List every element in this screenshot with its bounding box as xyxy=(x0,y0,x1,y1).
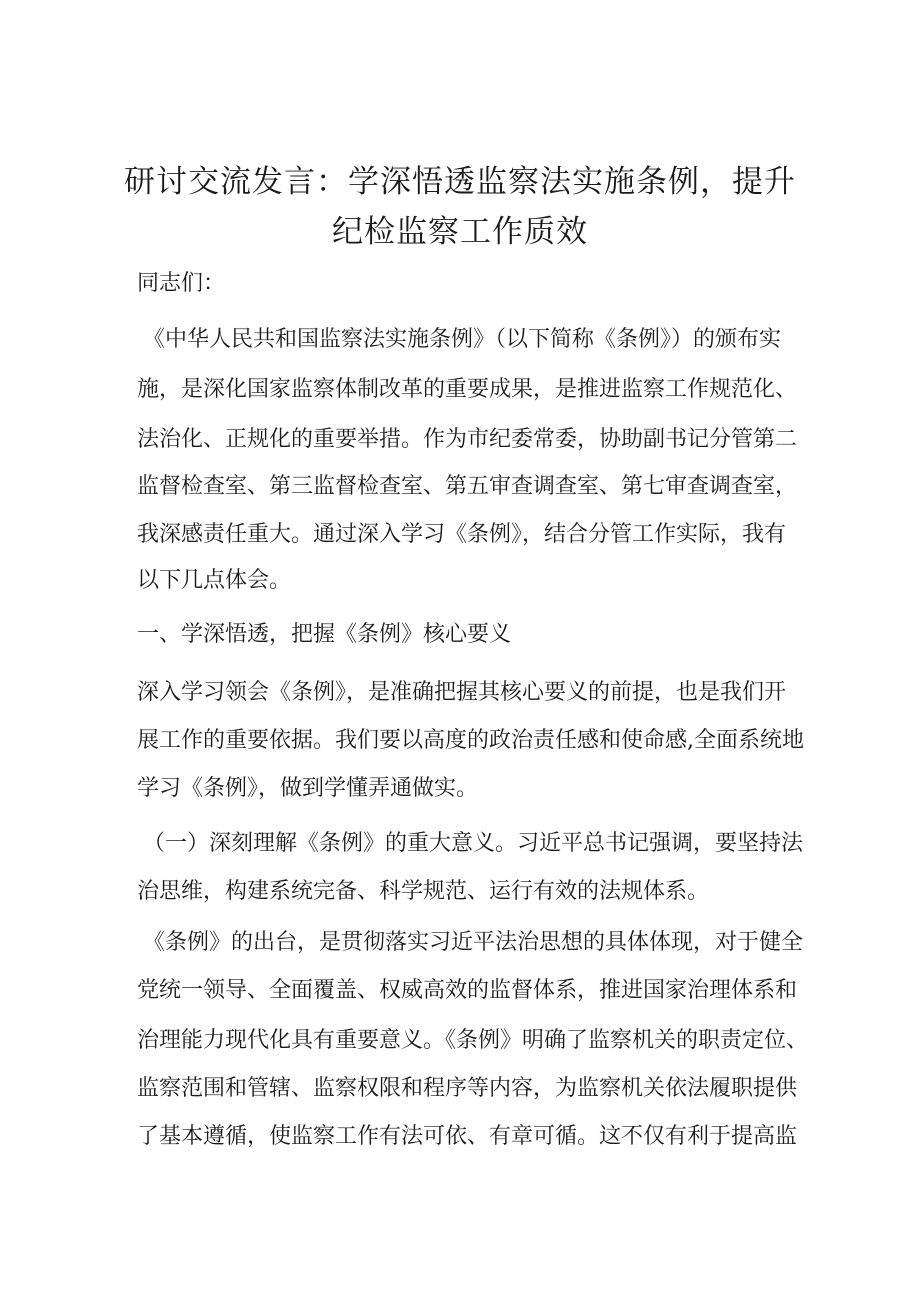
paragraph-line: 治理能力现代化具有重要意义。《条例》明确了监察机关的职责定位、 xyxy=(137,1028,809,1053)
paragraph-line: 法治化、正规化的重要举措。作为市纪委常委，协助副书记分管第二 xyxy=(137,427,798,452)
paragraph-line: 党统一领导、全面覆盖、权威高效的监督体系，推进国家治理体系和 xyxy=(137,978,798,1003)
paragraph-line: 我深感责任重大。通过深入学习《条例》，结合分管工作实际，我有 xyxy=(137,522,787,547)
paragraph-line: 深入学习领会《条例》，是准确把握其核心要义的前提，也是我们开 xyxy=(137,680,787,705)
paragraph-line: 监察范围和管辖、监察权限和程序等内容，为监察机关依法履职提供 xyxy=(137,1076,798,1101)
paragraph-line: 学习《条例》，做到学懂弄通做实。 xyxy=(137,776,479,801)
paragraph-line: 治思维，构建系统完备、科学规范、运行有效的法规体系。 xyxy=(137,879,710,904)
paragraph-line: 了基本遵循，使监察工作有法可依、有章可循。这不仅有利于提高监 xyxy=(137,1124,798,1149)
paragraph-line: 《中华人民共和国监察法实施条例》（以下简称《条例》）的颁布实 xyxy=(143,327,782,352)
paragraph-line: 展工作的重要依据。我们要以高度的政治责任感和使命感,全面系统地 xyxy=(137,728,804,753)
paragraph-line: 施，是深化国家监察体制改革的重要成果，是推进监察工作规范化、 xyxy=(137,377,798,402)
paragraph-line: （一）深刻理解《条例》的重大意义。习近平总书记强调，要坚持法 xyxy=(143,831,804,856)
salutation: 同志们： xyxy=(137,271,226,296)
paragraph-line: 《条例》的出台，是贯彻落实习近平法治思想的具体体现，对于健全 xyxy=(143,930,804,955)
paragraph-line: 以下几点体会。 xyxy=(137,568,292,593)
section-heading: 一、学深悟透，把握《条例》核心要义 xyxy=(137,622,512,647)
document-title-line-1: 研讨交流发言：学深悟透监察法实施条例，提升 xyxy=(124,164,796,200)
document-title-line-2: 纪检监察工作质效 xyxy=(332,214,588,250)
paragraph-line: 监督检查室、第三监督检查室、第五审查调查室、第七审查调查室， xyxy=(137,474,798,499)
